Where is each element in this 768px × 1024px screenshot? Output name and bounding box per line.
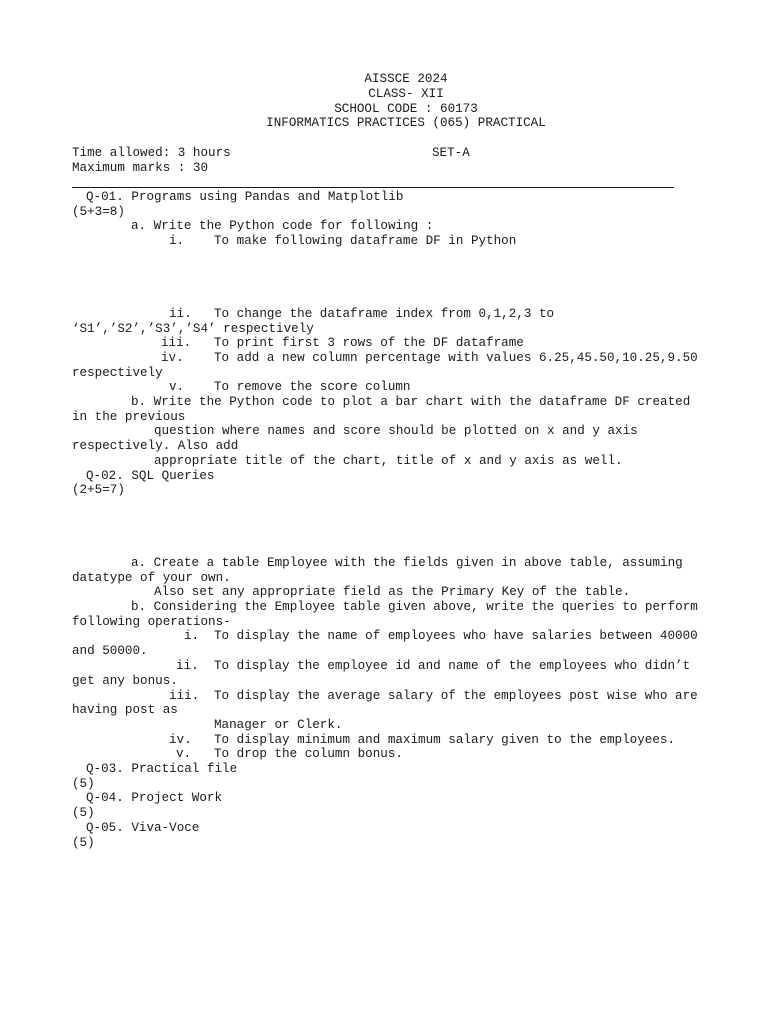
q1-a-iv-text: To add a new column percentage with values 6.25,45.50,10.25,9.50 <box>214 351 698 365</box>
q2-b-v-text: To drop the column bonus. <box>214 747 403 761</box>
q1-a-ii-continued: ‘S1’,’S2’,’S3’,’S4’ respectively <box>72 322 314 336</box>
q2-b-iv-number: iv. <box>169 733 192 747</box>
q1-a-i-number: i. <box>169 234 185 248</box>
q2-b-ii-number: ii. <box>176 659 199 673</box>
q2-b-iv-text: To display minimum and maximum salary given to the employees. <box>214 733 676 747</box>
q2-a-line2: datatype of your own. <box>72 571 231 585</box>
q1-a-ii-text: To change the dataframe index from 0,1,2,3 to <box>214 307 555 321</box>
q2-b-iii-text: To display the average salary of the employees post wise who are <box>214 689 698 703</box>
q1-a-iv-continued: respectively <box>72 366 163 380</box>
q1-b-line4: respectively. Also add <box>72 439 239 453</box>
q2-a-line3: Also set any appropriate field as the Primary Key of the table. <box>154 585 631 599</box>
q4-title: Q-04. Project Work <box>86 791 223 805</box>
q3-title: Q-03. Practical file <box>86 762 238 776</box>
q5-marks: (5) <box>72 836 95 850</box>
q1-a-v-number: v. <box>169 380 185 394</box>
q1-a-iii-number: iii. <box>161 336 192 350</box>
exam-title: AISSCE 2024 <box>364 72 448 86</box>
q2-b-line2: following operations- <box>72 615 231 629</box>
q2-b-iii-continued-2: Manager or Clerk. <box>214 718 343 732</box>
q2-b-line1: b. Considering the Employee table given above, write the queries to perform <box>131 600 698 614</box>
q2-b-iii-continued: having post as <box>72 703 178 717</box>
set-label: SET-A <box>432 146 470 160</box>
q2-b-ii-text: To display the employee id and name of the employees who didn’t <box>214 659 691 673</box>
q1-b-line1: b. Write the Python code to plot a bar chart with the dataframe DF created <box>131 395 691 409</box>
q1-b-line2: in the previous <box>72 410 186 424</box>
school-code: SCHOOL CODE : 60173 <box>334 102 478 116</box>
q2-b-ii-continued: get any bonus. <box>72 674 178 688</box>
q2-b-iii-number: iii. <box>169 689 200 703</box>
q1-a-iii-text: To print first 3 rows of the DF dataframe <box>214 336 524 350</box>
q5-title: Q-05. Viva-Voce <box>86 821 200 835</box>
q1-title: Q-01. Programs using Pandas and Matplotlib <box>86 190 404 204</box>
q1-a-ii-number: ii. <box>169 307 192 321</box>
q1-b-line5: appropriate title of the chart, title of x and y axis as well. <box>154 454 623 468</box>
q2-marks: (2+5=7) <box>72 483 125 497</box>
q2-b-i-number: i. <box>184 629 200 643</box>
header-divider <box>72 187 674 188</box>
q2-b-i-continued: and 50000. <box>72 644 148 658</box>
q1-b-line3: question where names and score should be plotted on x and y axis <box>154 424 638 438</box>
subject-title: INFORMATICS PRACTICES (065) PRACTICAL <box>266 116 546 130</box>
q4-marks: (5) <box>72 806 95 820</box>
time-allowed: Time allowed: 3 hours <box>72 146 231 160</box>
q3-marks: (5) <box>72 777 95 791</box>
q1-marks: (5+3=8) <box>72 205 125 219</box>
q2-b-v-number: v. <box>176 747 192 761</box>
class-label: CLASS- XII <box>368 87 444 101</box>
q1-a-intro: a. Write the Python code for following : <box>131 219 434 233</box>
q2-a-line1: a. Create a table Employee with the fields given in above table, assuming <box>131 556 683 570</box>
q1-a-v-text: To remove the score column <box>214 380 411 394</box>
q2-b-i-text: To display the name of employees who have salaries between 40000 <box>214 629 698 643</box>
q1-a-i-text: To make following dataframe DF in Python <box>214 234 517 248</box>
q2-title: Q-02. SQL Queries <box>86 469 215 483</box>
q1-a-iv-number: iv. <box>161 351 184 365</box>
max-marks: Maximum marks : 30 <box>72 161 209 175</box>
